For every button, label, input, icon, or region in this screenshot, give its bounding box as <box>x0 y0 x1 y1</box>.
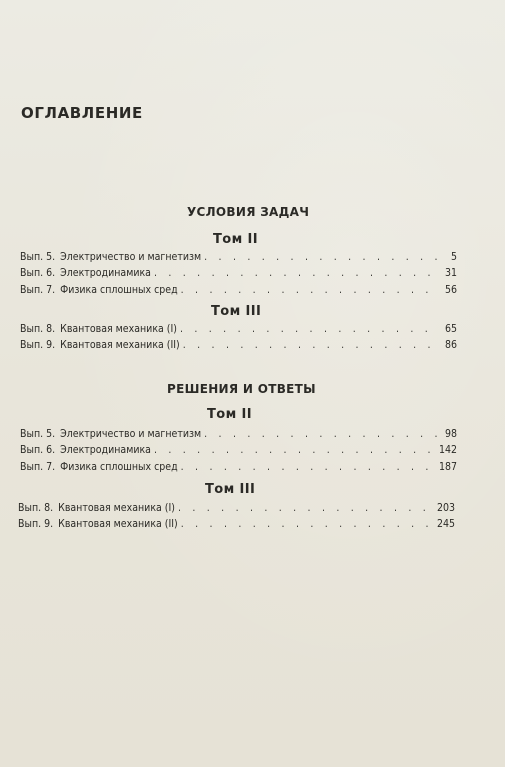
toc-list-solutions-tom3 <box>18 500 455 533</box>
page-number: 5 <box>450 251 457 263</box>
toc-entry[interactable] <box>18 500 455 516</box>
entry-title: Квантовая механика (II) <box>60 339 180 352</box>
entry-title: Квантовая механика (II) <box>58 518 178 531</box>
volume-title-problems-tom3: Том III <box>211 304 262 319</box>
issue-number: Вып. 6. <box>20 444 56 457</box>
entry-title: Квантовая механика (I) <box>60 323 177 335</box>
page-number: 203 <box>436 502 455 514</box>
issue-number: Вып. 9. <box>20 339 56 352</box>
toc-list-problems-tom2 <box>20 249 457 298</box>
toc-entry[interactable] <box>20 282 457 298</box>
issue-number: Вып. 7. <box>20 283 56 296</box>
page-number: 86 <box>444 339 457 352</box>
entry-title: Электричество и магнетизм <box>60 428 202 440</box>
dot-leader <box>181 459 436 475</box>
entry-title: Физика сплошных сред <box>60 283 178 296</box>
page-number: 31 <box>444 267 457 280</box>
page-number: 187 <box>438 460 457 473</box>
entry-title: Электричество и магнетизм <box>60 251 202 263</box>
volume-title-solutions-tom3: Том III <box>205 482 256 497</box>
toc-entry[interactable] <box>20 459 457 475</box>
page-number: 142 <box>438 444 457 457</box>
entry-title: Физика сплошных сред <box>60 460 178 473</box>
dot-leader <box>181 516 434 532</box>
toc-entry[interactable] <box>20 426 457 442</box>
entry-title: Электродинамика <box>60 444 151 457</box>
part-title-solutions: РЕШЕНИЯ И ОТВЕТЫ <box>167 382 316 396</box>
entry-title: Электродинамика <box>60 267 151 280</box>
volume-title-problems-tom2: Том II <box>213 232 259 247</box>
toc-title: ОГЛАВЛЕНИЕ <box>21 104 143 122</box>
toc-list-solutions-tom2 <box>20 426 457 475</box>
volume-title-solutions-tom2: Том II <box>207 407 253 422</box>
toc-entry[interactable] <box>20 321 457 337</box>
page-number: 65 <box>444 323 457 335</box>
issue-number: Вып. 5. <box>20 251 56 263</box>
part-title-problems: УСЛОВИЯ ЗАДАЧ <box>187 205 310 219</box>
toc-entry[interactable] <box>20 265 457 281</box>
dot-leader <box>183 337 440 353</box>
toc-entry[interactable] <box>20 249 457 265</box>
dot-leader <box>178 500 434 516</box>
page-number: 245 <box>436 518 455 531</box>
dot-leader <box>204 426 440 442</box>
issue-number: Вып. 6. <box>20 267 56 280</box>
toc-entry[interactable] <box>20 442 457 458</box>
issue-number: Вып. 9. <box>18 518 54 531</box>
dot-leader <box>180 321 440 337</box>
dot-leader <box>181 282 440 298</box>
toc-entry[interactable] <box>18 516 455 532</box>
entry-title: Квантовая механика (I) <box>58 502 175 514</box>
issue-number: Вып. 8. <box>20 323 56 335</box>
toc-entry[interactable] <box>20 337 457 353</box>
dot-leader <box>154 442 436 458</box>
dot-leader <box>154 265 440 281</box>
issue-number: Вып. 5. <box>20 428 56 440</box>
toc-list-problems-tom3 <box>20 321 457 354</box>
issue-number: Вып. 7. <box>20 460 56 473</box>
issue-number: Вып. 8. <box>18 502 54 514</box>
page-number: 98 <box>444 428 457 440</box>
page-number: 56 <box>444 283 457 296</box>
dot-leader <box>204 249 440 265</box>
